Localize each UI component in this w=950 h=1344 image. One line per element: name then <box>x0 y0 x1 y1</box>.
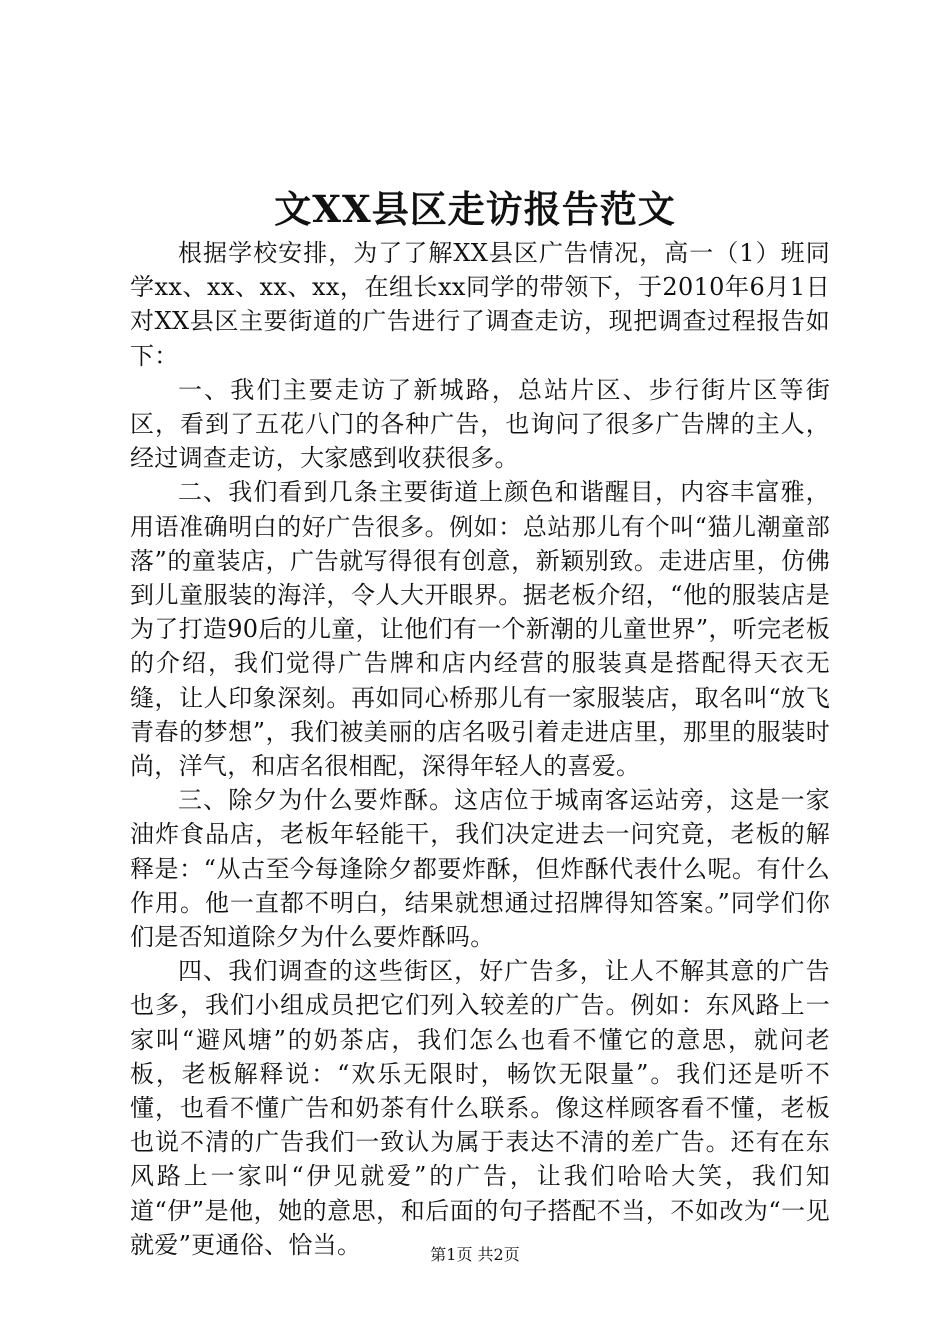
paragraph-section-3: 三、除夕为什么要炸酥。这店位于城南客运站旁，这是一家油炸食品店，老板年轻能干，我们决定进去一问究竟，老板的解释是：“从古至今每逢除夕都要炸酥，但炸酥代表什么呢。有什么作用。他一直都不明白，结果就想通过招牌得知答案。”同学们你们是否知道除夕为什么要炸酥吗。 <box>130 786 830 952</box>
document-title: 文XX县区走访报告范文 <box>274 187 676 231</box>
paragraph-section-4: 四、我们调查的这些街区，好广告多，让人不解其意的广告也多，我们小组成员把它们列入较差的广告。例如：东风路上一家叫“避风塘”的奶茶店，我们怎么也看不懂它的意思，就问老板，老板解释说：“欢乐无限时，畅饮无限量”。我们还是听不懂，也看不懂广告和奶茶有什么联系。像这样顾客看不懂，老板也说不清的广告我们一致认为属于表达不清的差广告。还有在东风路上一家叫“伊见就爱”的广告，让我们哈哈大笑，我们知道“伊”是他，她的意思，和后面的句子搭配不当，不如改为“一见就爱”更通俗、恰当。 <box>130 957 830 1259</box>
document-body <box>130 236 830 1262</box>
page-number-footer: 第1页 共2页 <box>430 1245 520 1264</box>
paragraph-section-2: 二、我们看到几条主要街道上颜色和谐醒目，内容丰富雅，用语准确明白的好广告很多。例如：总站那儿有个叫“猫儿潮童部落”的童装店，广告就写得很有创意，新颖别致。走进店里，仿佛到儿童服装的海洋，令人大开眼界。据老板介绍，“他的服装店是为了打造90后的儿童，让他们有一个新潮的儿童世界”，听完老板的介绍，我们觉得广告牌和店内经营的服装真是搭配得天衣无缝，让人印象深刻。再如同心桥那儿有一家服装店，取名叫“放飞青春的梦想”，我们被美丽的店名吸引着走进店里，那里的服装时尚，洋气，和店名很相配，深得年轻人的喜爱。 <box>130 478 830 781</box>
paragraph-section-1: 一、我们主要走访了新城路，总站片区、步行街片区等街区，看到了五花八门的各种广告，也询问了很多广告牌的主人，经过调查走访，大家感到收获很多。 <box>130 375 830 473</box>
paragraph-intro: 根据学校安排，为了了解XX县区广告情况，高一（1）班同学xx、xx、xx、xx，在组长xx同学的带领下，于2010年6月1日对XX县区主要街道的广告进行了调查走访，现把调查过程报告如下： <box>130 239 830 370</box>
